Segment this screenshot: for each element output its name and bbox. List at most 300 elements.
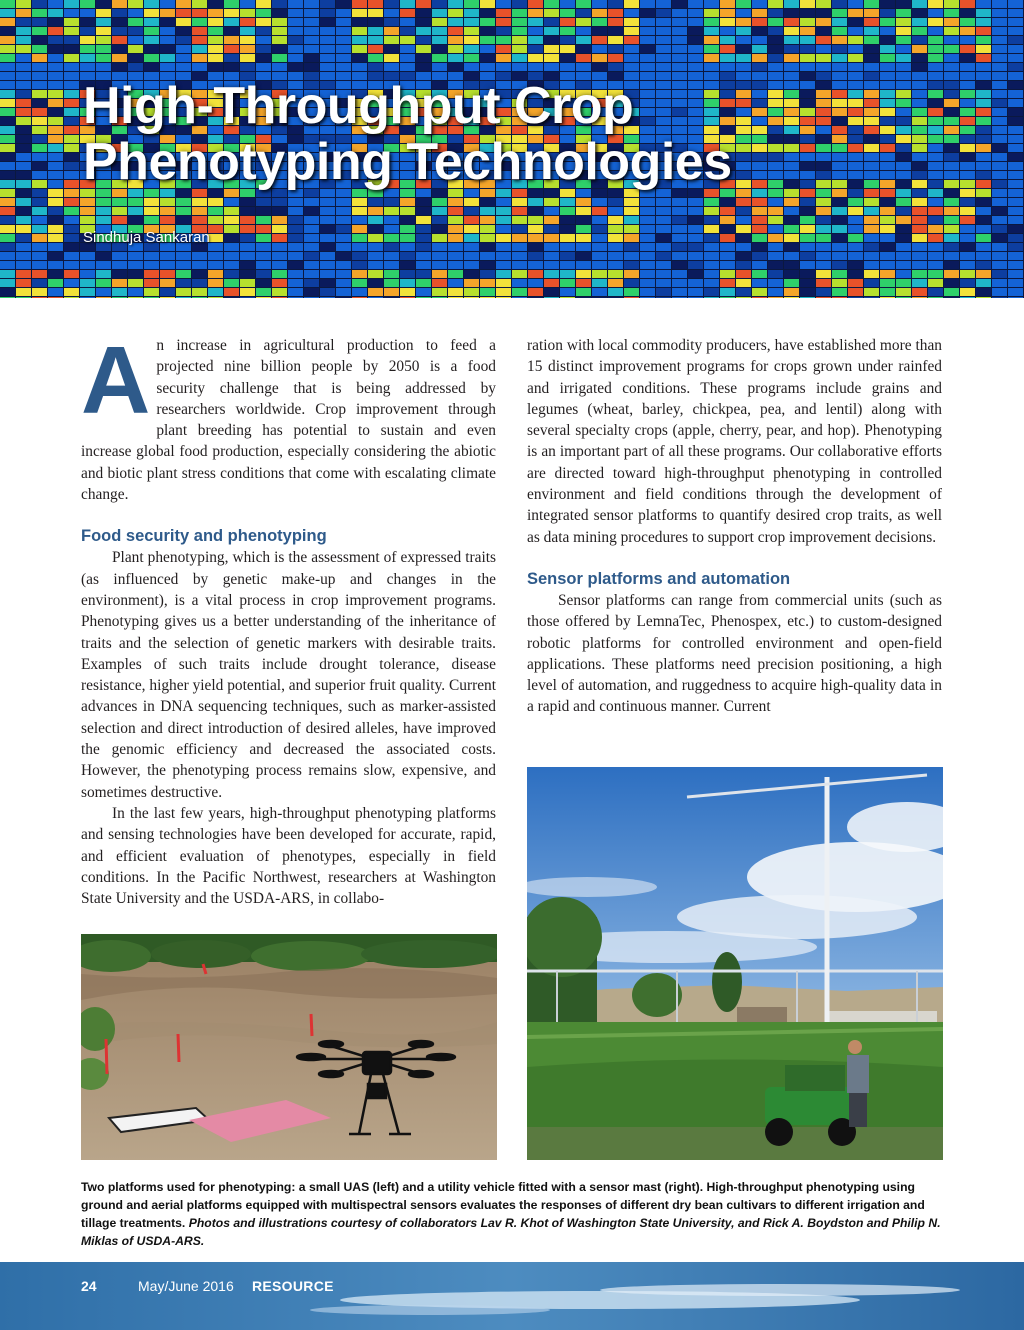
- heatmap-cell: [288, 63, 303, 71]
- heatmap-cell: [304, 45, 319, 53]
- heatmap-cell: [800, 45, 815, 53]
- heatmap-cell: [128, 36, 143, 44]
- heatmap-cell: [640, 54, 655, 62]
- heatmap-cell: [752, 216, 767, 224]
- heatmap-cell: [384, 261, 399, 269]
- heatmap-cell: [752, 63, 767, 71]
- heatmap-cell: [992, 279, 1007, 287]
- heatmap-cell: [608, 270, 623, 278]
- heatmap-cell: [320, 198, 335, 206]
- heatmap-cell: [32, 99, 47, 107]
- heatmap-cell: [672, 207, 687, 215]
- heatmap-cell: [32, 207, 47, 215]
- heatmap-cell: [448, 27, 463, 35]
- heatmap-cell: [16, 72, 31, 80]
- heatmap-cell: [96, 54, 111, 62]
- heatmap-cell: [272, 27, 287, 35]
- heatmap-cell: [704, 225, 719, 233]
- heatmap-cell: [752, 198, 767, 206]
- body-paragraph: In the last few years, high-throughput phenotyping platforms and sensing technologies have been developed for accurate, rapid, and efficient evaluation of phenotypes, especially in field conditions. In the Pacific Northwest, researchers at Washington State University and the USDA-ARS, in collabo-: [81, 804, 496, 908]
- heatmap-cell: [960, 27, 975, 35]
- heatmap-cell: [464, 45, 479, 53]
- heatmap-cell: [0, 9, 15, 17]
- heatmap-cell: [512, 198, 527, 206]
- heatmap-cell: [768, 198, 783, 206]
- heatmap-cell: [400, 54, 415, 62]
- heatmap-cell: [864, 207, 879, 215]
- heatmap-cell: [816, 72, 831, 80]
- heatmap-cell: [160, 252, 175, 260]
- heatmap-cell: [896, 126, 911, 134]
- heatmap-cell: [816, 270, 831, 278]
- heatmap-cell: [1008, 99, 1023, 107]
- heatmap-cell: [224, 252, 239, 260]
- heatmap-cell: [272, 243, 287, 251]
- heatmap-cell: [800, 261, 815, 269]
- heatmap-cell: [352, 63, 367, 71]
- heatmap-cell: [688, 288, 703, 296]
- heatmap-cell: [528, 9, 543, 17]
- heatmap-cell: [16, 180, 31, 188]
- heatmap-cell: [768, 36, 783, 44]
- heatmap-cell: [768, 9, 783, 17]
- heatmap-cell: [576, 0, 591, 8]
- heatmap-cell: [752, 117, 767, 125]
- heatmap-cell: [960, 135, 975, 143]
- heatmap-cell: [992, 135, 1007, 143]
- heatmap-cell: [864, 9, 879, 17]
- heatmap-cell: [992, 252, 1007, 260]
- heatmap-cell: [32, 252, 47, 260]
- heatmap-cell: [112, 261, 127, 269]
- heatmap-cell: [688, 297, 703, 298]
- heatmap-cell: [464, 234, 479, 242]
- heatmap-cell: [848, 144, 863, 152]
- heatmap-cell: [496, 297, 511, 298]
- heatmap-cell: [944, 117, 959, 125]
- heatmap-cell: [816, 63, 831, 71]
- heatmap-cell: [368, 243, 383, 251]
- heatmap-cell: [960, 153, 975, 161]
- heatmap-cell: [720, 54, 735, 62]
- heatmap-cell: [16, 207, 31, 215]
- heatmap-cell: [144, 63, 159, 71]
- heatmap-cell: [848, 45, 863, 53]
- heatmap-cell: [48, 234, 63, 242]
- heatmap-cell: [400, 45, 415, 53]
- heatmap-cell: [976, 126, 991, 134]
- heatmap-cell: [80, 63, 95, 71]
- heatmap-cell: [112, 198, 127, 206]
- heatmap-cell: [848, 234, 863, 242]
- heatmap-cell: [1008, 288, 1023, 296]
- heatmap-cell: [336, 297, 351, 298]
- heatmap-cell: [240, 27, 255, 35]
- heatmap-cell: [288, 234, 303, 242]
- heatmap-cell: [896, 72, 911, 80]
- heatmap-cell: [800, 81, 815, 89]
- heatmap-cell: [912, 297, 927, 298]
- heatmap-cell: [784, 63, 799, 71]
- heatmap-cell: [96, 18, 111, 26]
- heatmap-cell: [288, 0, 303, 8]
- heatmap-cell: [944, 216, 959, 224]
- heatmap-cell: [704, 297, 719, 298]
- heatmap-cell: [816, 54, 831, 62]
- heatmap-cell: [400, 234, 415, 242]
- heatmap-cell: [608, 45, 623, 53]
- heatmap-cell: [448, 36, 463, 44]
- title-line-2: Phenotyping Technologies: [83, 133, 732, 191]
- heatmap-cell: [336, 207, 351, 215]
- heatmap-cell: [416, 27, 431, 35]
- heatmap-cell: [976, 9, 991, 17]
- heatmap-cell: [640, 216, 655, 224]
- heatmap-cell: [864, 279, 879, 287]
- heatmap-cell: [608, 261, 623, 269]
- heatmap-cell: [544, 234, 559, 242]
- heatmap-cell: [16, 198, 31, 206]
- heatmap-cell: [976, 144, 991, 152]
- heatmap-cell: [608, 288, 623, 296]
- heatmap-cell: [816, 198, 831, 206]
- heatmap-cell: [192, 270, 207, 278]
- heatmap-cell: [288, 36, 303, 44]
- heatmap-cell: [944, 252, 959, 260]
- heatmap-cell: [848, 135, 863, 143]
- heatmap-cell: [704, 243, 719, 251]
- heatmap-cell: [320, 252, 335, 260]
- heatmap-cell: [512, 297, 527, 298]
- heatmap-cell: [704, 0, 719, 8]
- heatmap-cell: [896, 81, 911, 89]
- heatmap-cell: [128, 288, 143, 296]
- heatmap-cell: [592, 45, 607, 53]
- heatmap-cell: [272, 234, 287, 242]
- heatmap-cell: [688, 207, 703, 215]
- heatmap-cell: [272, 18, 287, 26]
- heatmap-cell: [192, 261, 207, 269]
- heatmap-cell: [48, 198, 63, 206]
- heatmap-cell: [16, 225, 31, 233]
- heatmap-cell: [624, 243, 639, 251]
- heatmap-cell: [864, 180, 879, 188]
- heatmap-cell: [32, 45, 47, 53]
- heatmap-cell: [784, 297, 799, 298]
- heatmap-cell: [416, 207, 431, 215]
- heatmap-cell: [784, 72, 799, 80]
- heatmap-cell: [208, 54, 223, 62]
- heatmap-cell: [16, 297, 31, 298]
- section-heading-food-security: Food security and phenotyping: [81, 527, 327, 546]
- heatmap-cell: [928, 135, 943, 143]
- heatmap-cell: [816, 108, 831, 116]
- heatmap-cell: [0, 99, 15, 107]
- heatmap-cell: [736, 207, 751, 215]
- heatmap-cell: [304, 198, 319, 206]
- heatmap-cell: [32, 234, 47, 242]
- heatmap-cell: [224, 297, 239, 298]
- heatmap-cell: [640, 207, 655, 215]
- heatmap-cell: [352, 36, 367, 44]
- heatmap-cell: [896, 234, 911, 242]
- heatmap-cell: [656, 36, 671, 44]
- heatmap-cell: [928, 90, 943, 98]
- heatmap-cell: [0, 216, 15, 224]
- heatmap-cell: [960, 297, 975, 298]
- magazine-name: RESOURCE: [252, 1278, 334, 1294]
- heatmap-cell: [800, 270, 815, 278]
- heatmap-cell: [48, 252, 63, 260]
- heatmap-cell: [880, 279, 895, 287]
- heatmap-cell: [48, 279, 63, 287]
- heatmap-cell: [800, 18, 815, 26]
- heatmap-cell: [0, 18, 15, 26]
- heatmap-cell: [240, 18, 255, 26]
- heatmap-cell: [848, 162, 863, 170]
- heatmap-cell: [416, 270, 431, 278]
- heatmap-cell: [864, 171, 879, 179]
- heatmap-cell: [208, 63, 223, 71]
- heatmap-cell: [112, 270, 127, 278]
- heatmap-cell: [752, 54, 767, 62]
- heatmap-cell: [1008, 198, 1023, 206]
- heatmap-cell: [800, 72, 815, 80]
- heatmap-cell: [912, 225, 927, 233]
- heatmap-cell: [896, 216, 911, 224]
- heatmap-cell: [768, 153, 783, 161]
- heatmap-cell: [560, 36, 575, 44]
- heatmap-cell: [832, 0, 847, 8]
- heatmap-cell: [160, 9, 175, 17]
- heatmap-cell: [992, 153, 1007, 161]
- heatmap-cell: [576, 261, 591, 269]
- heatmap-cell: [848, 117, 863, 125]
- heatmap-cell: [832, 252, 847, 260]
- heatmap-cell: [48, 225, 63, 233]
- heatmap-cell: [32, 117, 47, 125]
- heatmap-cell: [528, 36, 543, 44]
- heatmap-cell: [720, 216, 735, 224]
- heatmap-cell: [96, 207, 111, 215]
- heatmap-cell: [240, 261, 255, 269]
- heatmap-cell: [32, 189, 47, 197]
- heatmap-cell: [48, 72, 63, 80]
- heatmap-cell: [640, 27, 655, 35]
- heatmap-cell: [480, 63, 495, 71]
- heatmap-cell: [416, 279, 431, 287]
- heatmap-cell: [800, 126, 815, 134]
- heatmap-cell: [272, 9, 287, 17]
- heatmap-cell: [336, 54, 351, 62]
- heatmap-cell: [656, 252, 671, 260]
- heatmap-cell: [832, 72, 847, 80]
- heatmap-cell: [272, 207, 287, 215]
- heatmap-cell: [976, 81, 991, 89]
- heatmap-cell: [640, 234, 655, 242]
- heatmap-cell: [784, 252, 799, 260]
- heatmap-cell: [768, 27, 783, 35]
- heatmap-cell: [256, 288, 271, 296]
- heatmap-cell: [496, 279, 511, 287]
- heatmap-cell: [880, 54, 895, 62]
- heatmap-cell: [928, 72, 943, 80]
- heatmap-cell: [16, 162, 31, 170]
- heatmap-cell: [16, 81, 31, 89]
- heatmap-cell: [528, 252, 543, 260]
- heatmap-cell: [784, 162, 799, 170]
- heatmap-cell: [256, 207, 271, 215]
- heatmap-cell: [368, 225, 383, 233]
- heatmap-cell: [560, 63, 575, 71]
- heatmap-cell: [1008, 81, 1023, 89]
- heatmap-cell: [448, 198, 463, 206]
- heatmap-cell: [496, 9, 511, 17]
- heatmap-cell: [880, 270, 895, 278]
- heatmap-cell: [816, 135, 831, 143]
- heatmap-cell: [464, 261, 479, 269]
- heatmap-cell: [672, 198, 687, 206]
- heatmap-cell: [576, 63, 591, 71]
- heatmap-cell: [864, 108, 879, 116]
- heatmap-cell: [288, 252, 303, 260]
- heatmap-cell: [80, 216, 95, 224]
- heatmap-cell: [880, 189, 895, 197]
- heatmap-cell: [400, 27, 415, 35]
- heatmap-cell: [912, 207, 927, 215]
- heatmap-cell: [960, 45, 975, 53]
- heatmap-cell: [944, 189, 959, 197]
- heatmap-cell: [832, 108, 847, 116]
- heatmap-cell: [736, 243, 751, 251]
- heatmap-cell: [128, 0, 143, 8]
- heatmap-cell: [432, 54, 447, 62]
- heatmap-cell: [704, 27, 719, 35]
- heatmap-cell: [928, 153, 943, 161]
- heatmap-cell: [112, 0, 127, 8]
- heatmap-cell: [304, 297, 319, 298]
- heatmap-cell: [176, 216, 191, 224]
- heatmap-cell: [304, 36, 319, 44]
- heatmap-cell: [800, 279, 815, 287]
- heatmap-cell: [240, 45, 255, 53]
- heatmap-cell: [112, 216, 127, 224]
- heatmap-cell: [944, 207, 959, 215]
- heatmap-cell: [144, 0, 159, 8]
- heatmap-cell: [480, 54, 495, 62]
- heatmap-cell: [0, 135, 15, 143]
- heatmap-cell: [768, 270, 783, 278]
- heatmap-cell: [176, 0, 191, 8]
- heatmap-cell: [736, 234, 751, 242]
- heatmap-cell: [976, 63, 991, 71]
- heatmap-cell: [928, 18, 943, 26]
- heatmap-cell: [192, 63, 207, 71]
- heatmap-cell: [656, 9, 671, 17]
- heatmap-cell: [544, 216, 559, 224]
- heatmap-cell: [384, 0, 399, 8]
- heatmap-cell: [544, 279, 559, 287]
- heatmap-cell: [608, 63, 623, 71]
- heatmap-cell: [768, 144, 783, 152]
- heatmap-cell: [288, 45, 303, 53]
- heatmap-cell: [656, 45, 671, 53]
- heatmap-cell: [64, 45, 79, 53]
- heatmap-cell: [864, 54, 879, 62]
- heatmap-cell: [928, 144, 943, 152]
- heatmap-cell: [224, 279, 239, 287]
- heatmap-cell: [256, 270, 271, 278]
- heatmap-cell: [704, 261, 719, 269]
- heatmap-cell: [144, 198, 159, 206]
- heatmap-cell: [640, 243, 655, 251]
- heatmap-cell: [112, 45, 127, 53]
- heatmap-cell: [656, 261, 671, 269]
- heatmap-cell: [928, 270, 943, 278]
- heatmap-cell: [272, 270, 287, 278]
- heatmap-cell: [832, 135, 847, 143]
- heatmap-cell: [400, 288, 415, 296]
- heatmap-cell: [160, 54, 175, 62]
- heatmap-cell: [992, 270, 1007, 278]
- heatmap-cell: [240, 63, 255, 71]
- heatmap-cell: [480, 261, 495, 269]
- drop-cap: A: [81, 327, 151, 434]
- heatmap-cell: [560, 54, 575, 62]
- heatmap-cell: [80, 36, 95, 44]
- heatmap-cell: [64, 54, 79, 62]
- heatmap-cell: [896, 270, 911, 278]
- heatmap-cell: [464, 36, 479, 44]
- heatmap-cell: [48, 108, 63, 116]
- heatmap-cell: [672, 36, 687, 44]
- heatmap-cell: [16, 117, 31, 125]
- heatmap-cell: [944, 108, 959, 116]
- heatmap-cell: [0, 270, 15, 278]
- heatmap-cell: [576, 9, 591, 17]
- heatmap-cell: [928, 9, 943, 17]
- heatmap-cell: [64, 144, 79, 152]
- heatmap-cell: [512, 243, 527, 251]
- heatmap-cell: [736, 45, 751, 53]
- heatmap-cell: [352, 252, 367, 260]
- heatmap-cell: [320, 0, 335, 8]
- heatmap-cell: [784, 270, 799, 278]
- heatmap-cell: [752, 162, 767, 170]
- heatmap-cell: [960, 189, 975, 197]
- heatmap-cell: [160, 45, 175, 53]
- heatmap-cell: [848, 261, 863, 269]
- title-line-1: High-Throughput Crop: [83, 77, 634, 135]
- heatmap-cell: [976, 180, 991, 188]
- heatmap-cell: [832, 243, 847, 251]
- heatmap-cell: [944, 81, 959, 89]
- heatmap-cell: [16, 27, 31, 35]
- heatmap-cell: [320, 18, 335, 26]
- heatmap-cell: [672, 243, 687, 251]
- heatmap-cell: [48, 45, 63, 53]
- heatmap-cell: [992, 9, 1007, 17]
- heatmap-cell: [912, 0, 927, 8]
- heatmap-cell: [976, 225, 991, 233]
- heatmap-cell: [768, 18, 783, 26]
- heatmap-cell: [80, 9, 95, 17]
- heatmap-cell: [992, 63, 1007, 71]
- heatmap-cell: [736, 162, 751, 170]
- heatmap-cell: [0, 252, 15, 260]
- heatmap-cell: [320, 63, 335, 71]
- heatmap-cell: [128, 261, 143, 269]
